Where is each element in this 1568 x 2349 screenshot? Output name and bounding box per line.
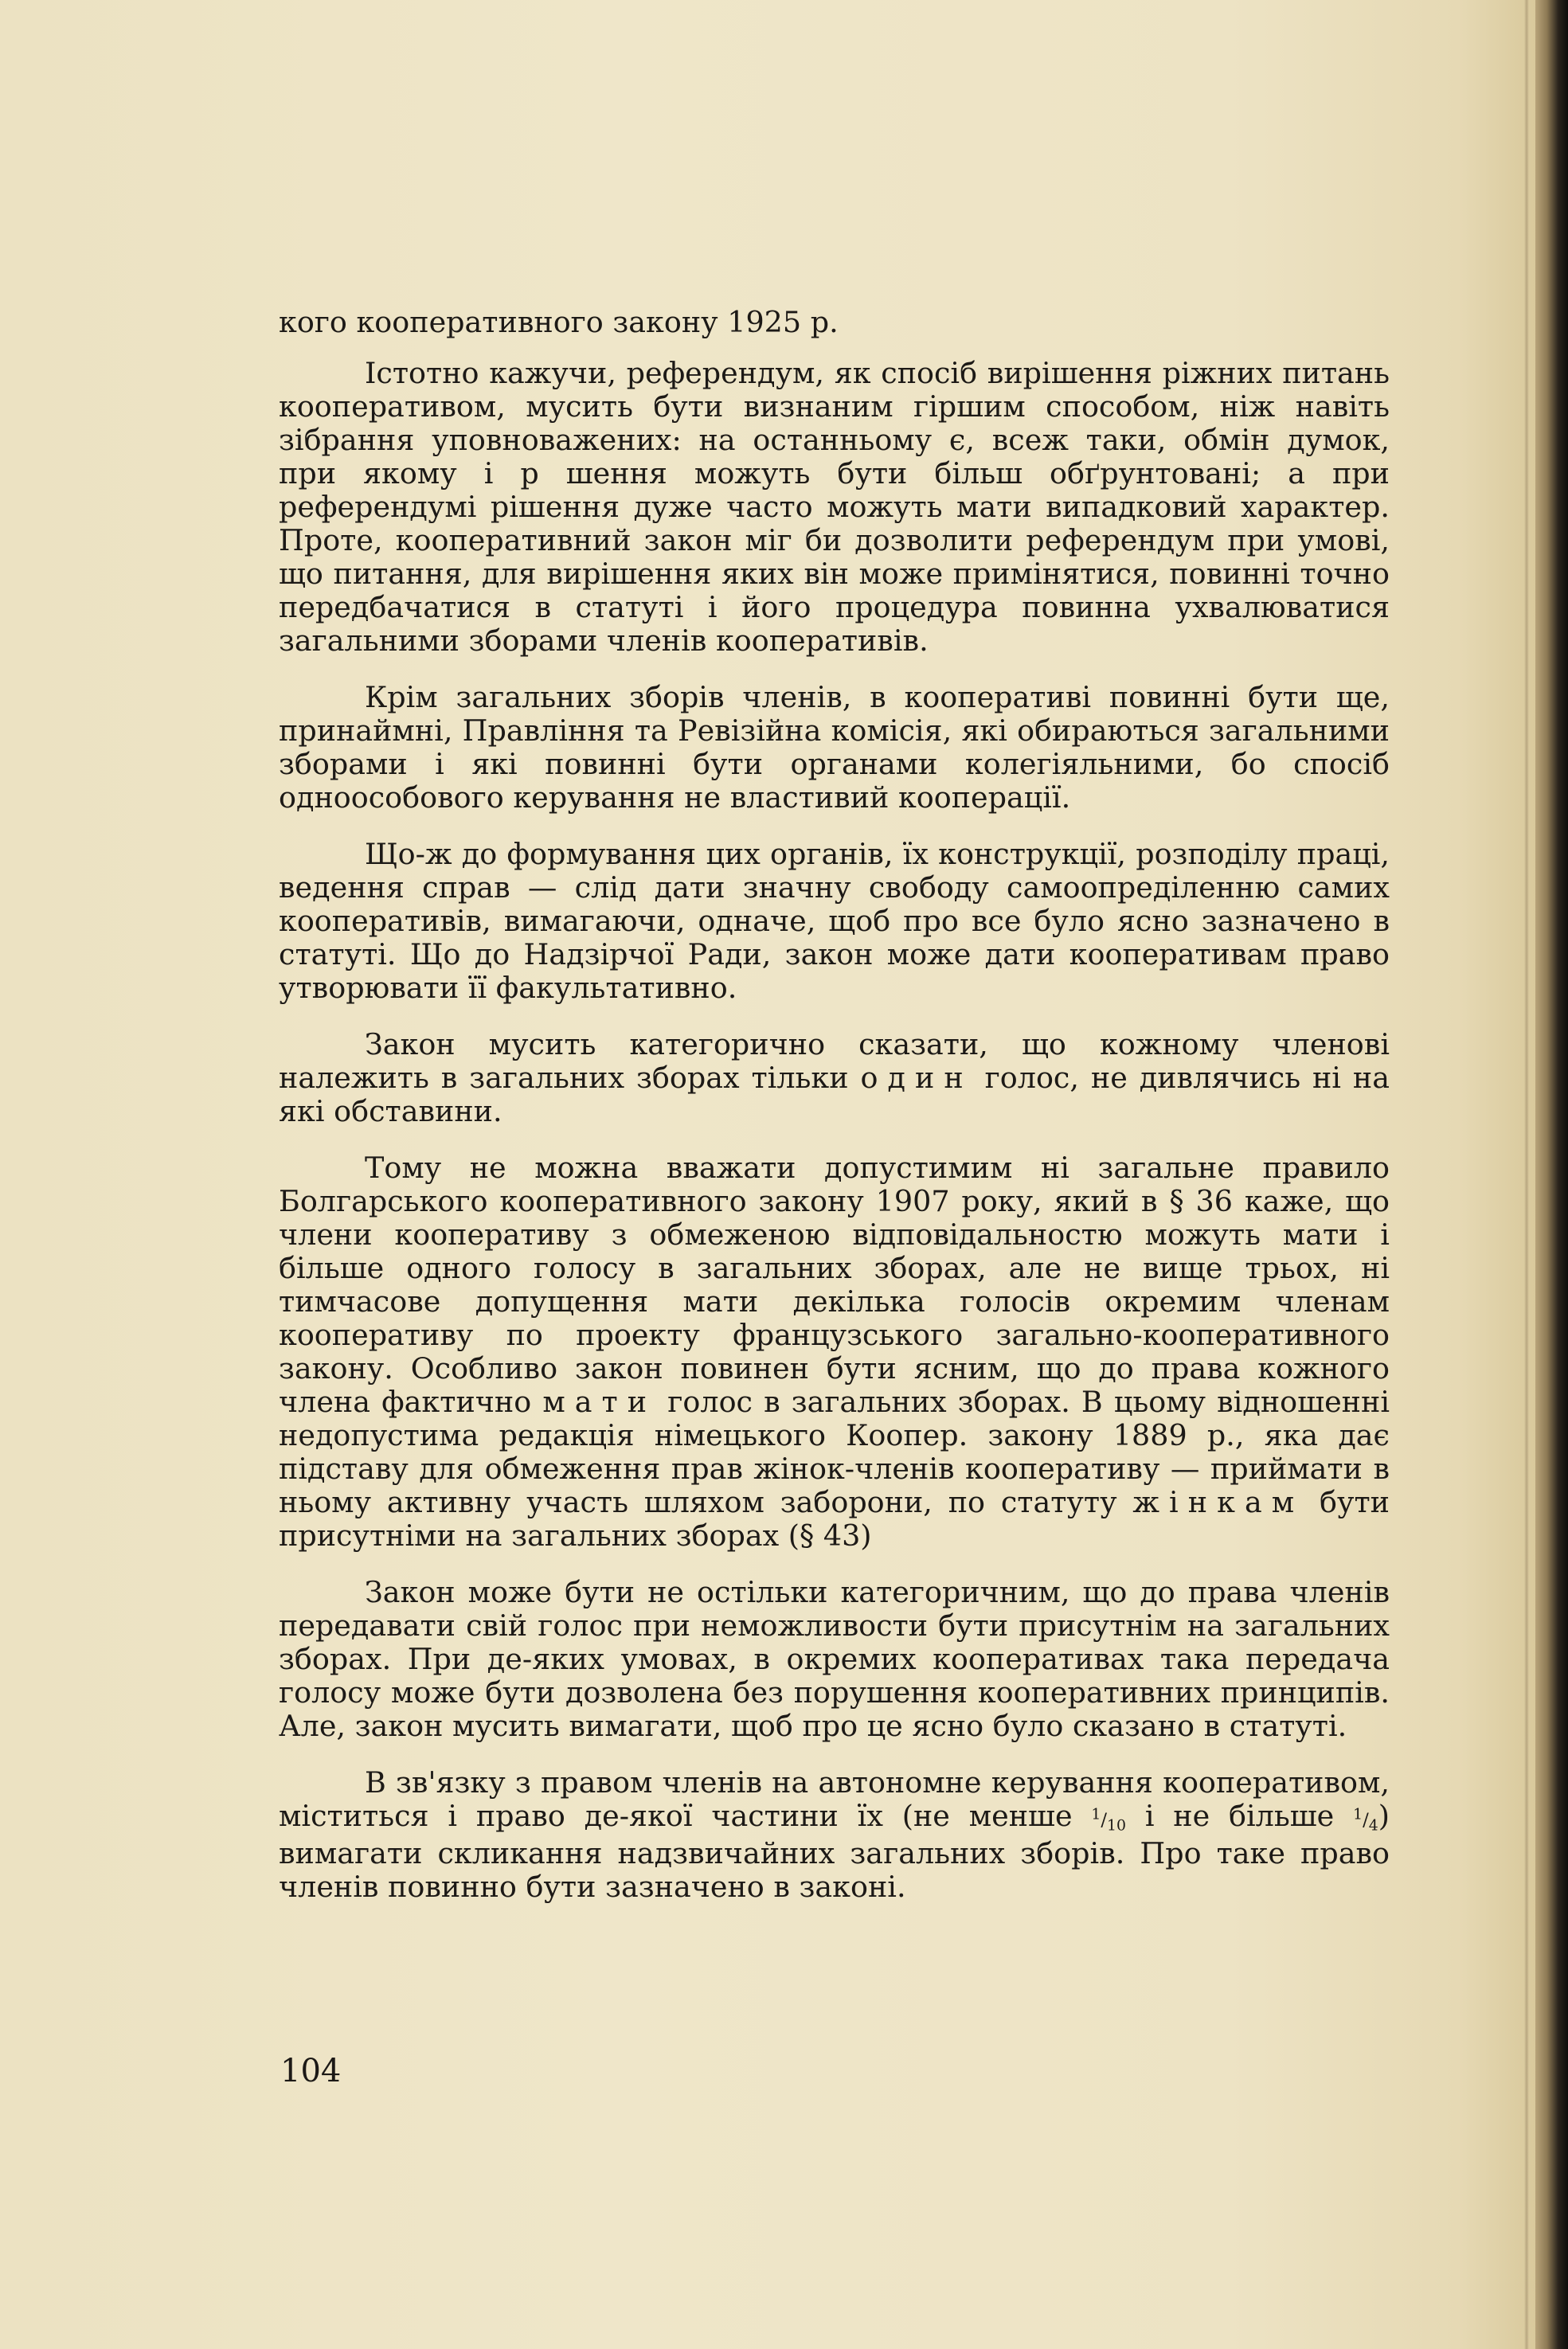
page-spine-shadow: [1524, 0, 1529, 2349]
emphasis-to-have: мати: [542, 1385, 657, 1419]
emphasis-one: один: [860, 1061, 973, 1095]
paragraph-referendum: Істотно кажучи, референдум, як спосіб вирішення ріжних питань кооперативом, мусить бути визнаним гіршим способом, ніж навіть зібрання уповноважених: на останньому є, всеж таки, обмін думок, при якому і р шення можуть бути більш обґрунтовані; а при референдумі рішення дуже часто можуть мати випадковий характер. Проте, кооперативний закон міг би дозволити референдум при умові, що питання, для вирішення яких він може примінятися, повинні точно передбачатися в статуті і його процедура повинна ухвалюватися загальними зборами членів кооперативів.: [279, 356, 1390, 658]
paragraph-vote-transfer: Закон може бути не остільки категоричним, що до права членів передавати свій голос при неможливости бути присутнім на загальних зборах. При де-яких умовах, в окремих кооперативах така передача голосу може бути дозволена без порушення кооперативних принципів. Але, закон мусить вимагати, щоб про це ясно було сказано в статуті.: [279, 1575, 1390, 1743]
paragraph-governing-bodies: Крім загальних зборів членів, в кооперативі повинні бути ще, принаймні, Правління та Ревізійна комісія, які обираються загальними зборами і які повинні бути органами колегіяльними, бо спосіб одноособового керування не властивий кооперації.: [279, 680, 1390, 815]
paragraph-bulgarian-law: Тому не можна вважати допустимим ні загальне правило Болгарського кооперативного закону 1907 року, який в § 36 каже, що члени кооперативу з обмеженою відповідальностю можуть мати і більше одного голосу в загальних зборах, але не вище трьох, ні тимчасове допущення мати декілька голосів окремим членам кооперативу по проекту французського загально-кооперативного закону. Особливо закон повинен бути ясним, що до права кожного члена фактично мати голос в загальних зборах. В цьому відношенні недопустима редакція німецького Коопер. закону 1889 р., яка дає підставу для обмеження прав жінок-членів кооперативу — приймати в ньому активну участь шляхом заборони, по статуту жінкам бути присутніми на загальних зборах (§ 43): [279, 1151, 1390, 1553]
paragraph-continuation: кого кооперативного закону 1925 р.: [279, 305, 839, 339]
fraction-one-quarter: $^1/_4$: [1353, 1806, 1378, 1835]
fraction-one-tenth: $^1/_{10}$: [1091, 1806, 1126, 1835]
emphasis-women: жінкам: [1132, 1485, 1304, 1519]
paragraph-one-vote: Закон мусить категорично сказати, що кожному членові належить в загальних зборах тільки один голос, не дивлячись ні на які обставини.: [279, 1027, 1390, 1128]
page-body-text: [279, 306, 1390, 1927]
paragraph-organ-formation: Що-ж до формування цих органів, їх конструкції, розподілу праці, ведення справ — слід дати значну свободу самоопреділенню самих кооперативів, вимагаючи, одначе, щоб про все було ясно зазначено в статуті. Що до Надзірчої Ради, закон може дати кооперативам право утворювати її факультативно.: [279, 837, 1390, 1005]
paragraph-extraordinary-meeting: В зв'язку з правом членів на автономне керування кооперативом, міститься і право де-якої частини їх (не менше $^1/_{10}$ і не більше $^1/_4$) вимагати скликання надзвичайних загальних зборів. Про таке право членів повинно бути зазначено в законі.: [279, 1765, 1390, 1904]
book-binding-edge: [1535, 0, 1568, 2349]
page-number: 104: [280, 2053, 342, 2089]
